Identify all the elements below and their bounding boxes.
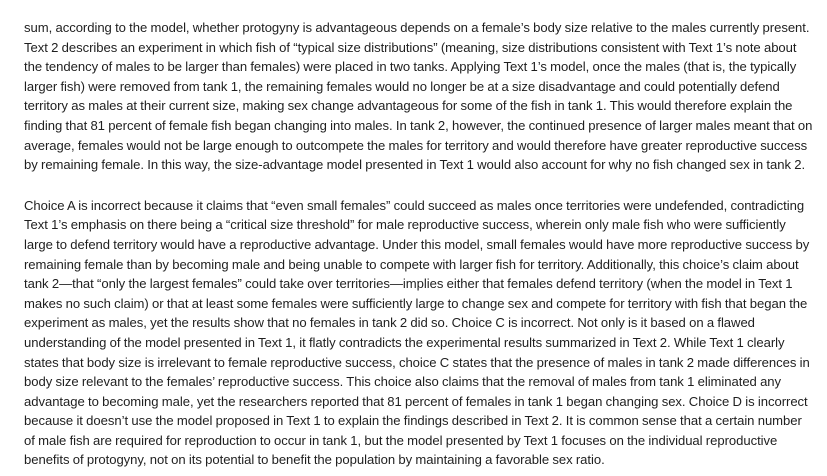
- incorrect-choices-paragraph: Choice A is incorrect because it claims that “even small females” could succeed as males once territories were undefended, contradicting Text 1’s emphasis on there being a “critical size threshold” for male reproductive success, wherein only male fish who were sufficiently large to defend territory would have a reproductive advantage. Under this model, small females would have more reproductive success by remaining female than by becoming male and being unable to compete with larger fish for territory. Additionally, this choice’s claim about tank 2—that “only the largest females” could take over territories—implies either that females defend territory (when the model in Text 1 makes no such claim) or that at least some females were sufficiently large to change sex and compete for territory with fish that began the experiment as males, yet the results show that no females in tank 2 did so. Choice C is incorrect. Not only is it based on a flawed understanding of the model presented in Text 1, it flatly contradicts the experimental results summarized in Text 2. While Text 1 clearly states that body size is irrelevant to female reproductive success, choice C states that the presence of males in tank 2 made differences in body size relevant to the females’ reproductive success. This choice also claims that the removal of males from tank 1 eliminated any advantage to becoming male, yet the researchers reported that 81 percent of females in tank 1 began changing sex. Choice D is incorrect because it doesn’t use the model proposed in Text 1 to explain the findings described in Text 2. It is common sense that a certain number of male fish are required for reproduction to occur in tank 1, but the model presented by Text 1 focuses on the individual reproductive benefits of protogyny, not on its potential to benefit the population by maintaining a favorable sex ratio.: [24, 197, 810, 468]
- rationale-paragraph: sum, according to the model, whether protogyny is advantageous depends on a female’s body size relative to the males currently present. Text 2 describes an experiment in which fish of “typical size distributions” (meaning, size distributions consistent with Text 1’s note about the tendency of males to be larger than females) were placed in two tanks. Applying Text 1’s model, once the males (that is, the typically larger fish) were removed from tank 1, the remaining females would no longer be at a size disadvantage and could potentially defend territory as males at their current size, making sex change advantageous for some of the fish in tank 1. This would therefore explain the finding that 81 percent of female fish began changing into males. In tank 2, however, the continued presence of larger males meant that on average, females would not be large enough to outcompete the males for territory and would therefore have greater reproductive success by remaining female. In this way, the size-advantage model presented in Text 1 would also account for why no fish changed sex in tank 2.: [24, 20, 813, 173]
